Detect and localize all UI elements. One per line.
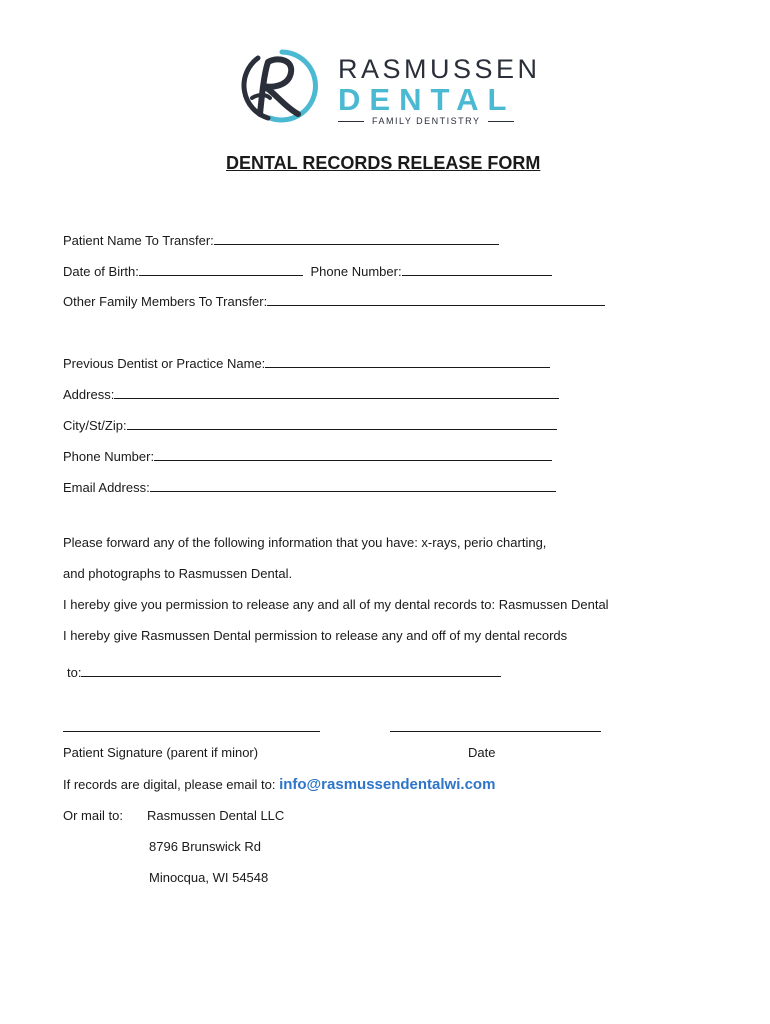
email-address-label: Email Address: — [63, 480, 150, 495]
other-family-row — [63, 293, 605, 310]
previous-dentist-row — [63, 355, 550, 372]
release-to-field[interactable] — [81, 664, 501, 677]
patient-name-row — [63, 232, 499, 249]
previous-dentist-field[interactable] — [265, 355, 550, 368]
email-instruction-text: If records are digital, please email to: — [63, 777, 276, 792]
dentist-phone-field[interactable] — [154, 448, 552, 461]
logo-monogram-icon — [238, 44, 328, 128]
patient-signature-label: Patient Signature (parent if minor) — [63, 745, 259, 760]
other-family-label: Other Family Members To Transfer: — [63, 294, 268, 309]
mail-name: Rasmussen Dental LLC — [147, 808, 285, 823]
dentist-phone-row — [63, 448, 552, 465]
logo — [238, 44, 541, 130]
logo-tagline-row — [338, 116, 518, 128]
address-row — [63, 386, 559, 403]
release-to-row — [67, 664, 501, 681]
patient-signature-field[interactable] — [63, 730, 320, 732]
address-label: Address: — [63, 387, 115, 402]
tagline-rule-right — [488, 121, 514, 122]
date-field[interactable] — [390, 730, 601, 732]
dob-phone-row — [63, 263, 552, 280]
form-title: DENTAL RECORDS RELEASE FORM — [226, 153, 541, 173]
dob-label: Date of Birth: — [63, 264, 139, 279]
permission-line1: I hereby give you permission to release any and all of my dental records to: Rasmussen Dental — [63, 597, 609, 612]
forward-paragraph-line1: Please forward any of the following information that you have: x-rays, perio charting, — [63, 535, 547, 550]
logo-name-line2: DENTAL — [338, 82, 516, 117]
previous-dentist-label: Previous Dentist or Practice Name: — [63, 356, 266, 371]
other-family-field[interactable] — [267, 293, 605, 306]
release-to-label: to: — [67, 665, 82, 680]
contact-email-link[interactable]: info@rasmussendentalwi.com — [279, 776, 496, 793]
address-field[interactable] — [114, 386, 559, 399]
patient-name-label: Patient Name To Transfer: — [63, 233, 214, 248]
city-st-zip-field[interactable] — [127, 417, 557, 430]
forward-paragraph-line2: and photographs to Rasmussen Dental. — [63, 566, 293, 581]
logo-name-line1: RASMUSSEN — [338, 54, 541, 84]
permission-line2: I hereby give Rasmussen Dental permission to release any and off of my dental records — [63, 628, 568, 643]
logo-tagline: FAMILY DENTISTRY — [372, 116, 481, 126]
mail-street: 8796 Brunswick Rd — [149, 839, 261, 854]
patient-name-field[interactable] — [214, 232, 499, 245]
mail-city: Minocqua, WI 54548 — [149, 870, 269, 885]
city-st-zip-row — [63, 417, 557, 434]
email-instruction-row — [63, 777, 495, 793]
dob-field[interactable] — [139, 263, 303, 276]
city-st-zip-label: City/St/Zip: — [63, 418, 127, 433]
phone-field[interactable] — [402, 263, 552, 276]
date-label: Date — [468, 745, 496, 760]
email-address-row — [63, 479, 556, 496]
tagline-rule-left — [338, 121, 364, 122]
email-address-field[interactable] — [150, 479, 556, 492]
phone-label: Phone Number: — [310, 264, 402, 279]
dentist-phone-label: Phone Number: — [63, 449, 155, 464]
mail-label: Or mail to: — [63, 808, 123, 823]
